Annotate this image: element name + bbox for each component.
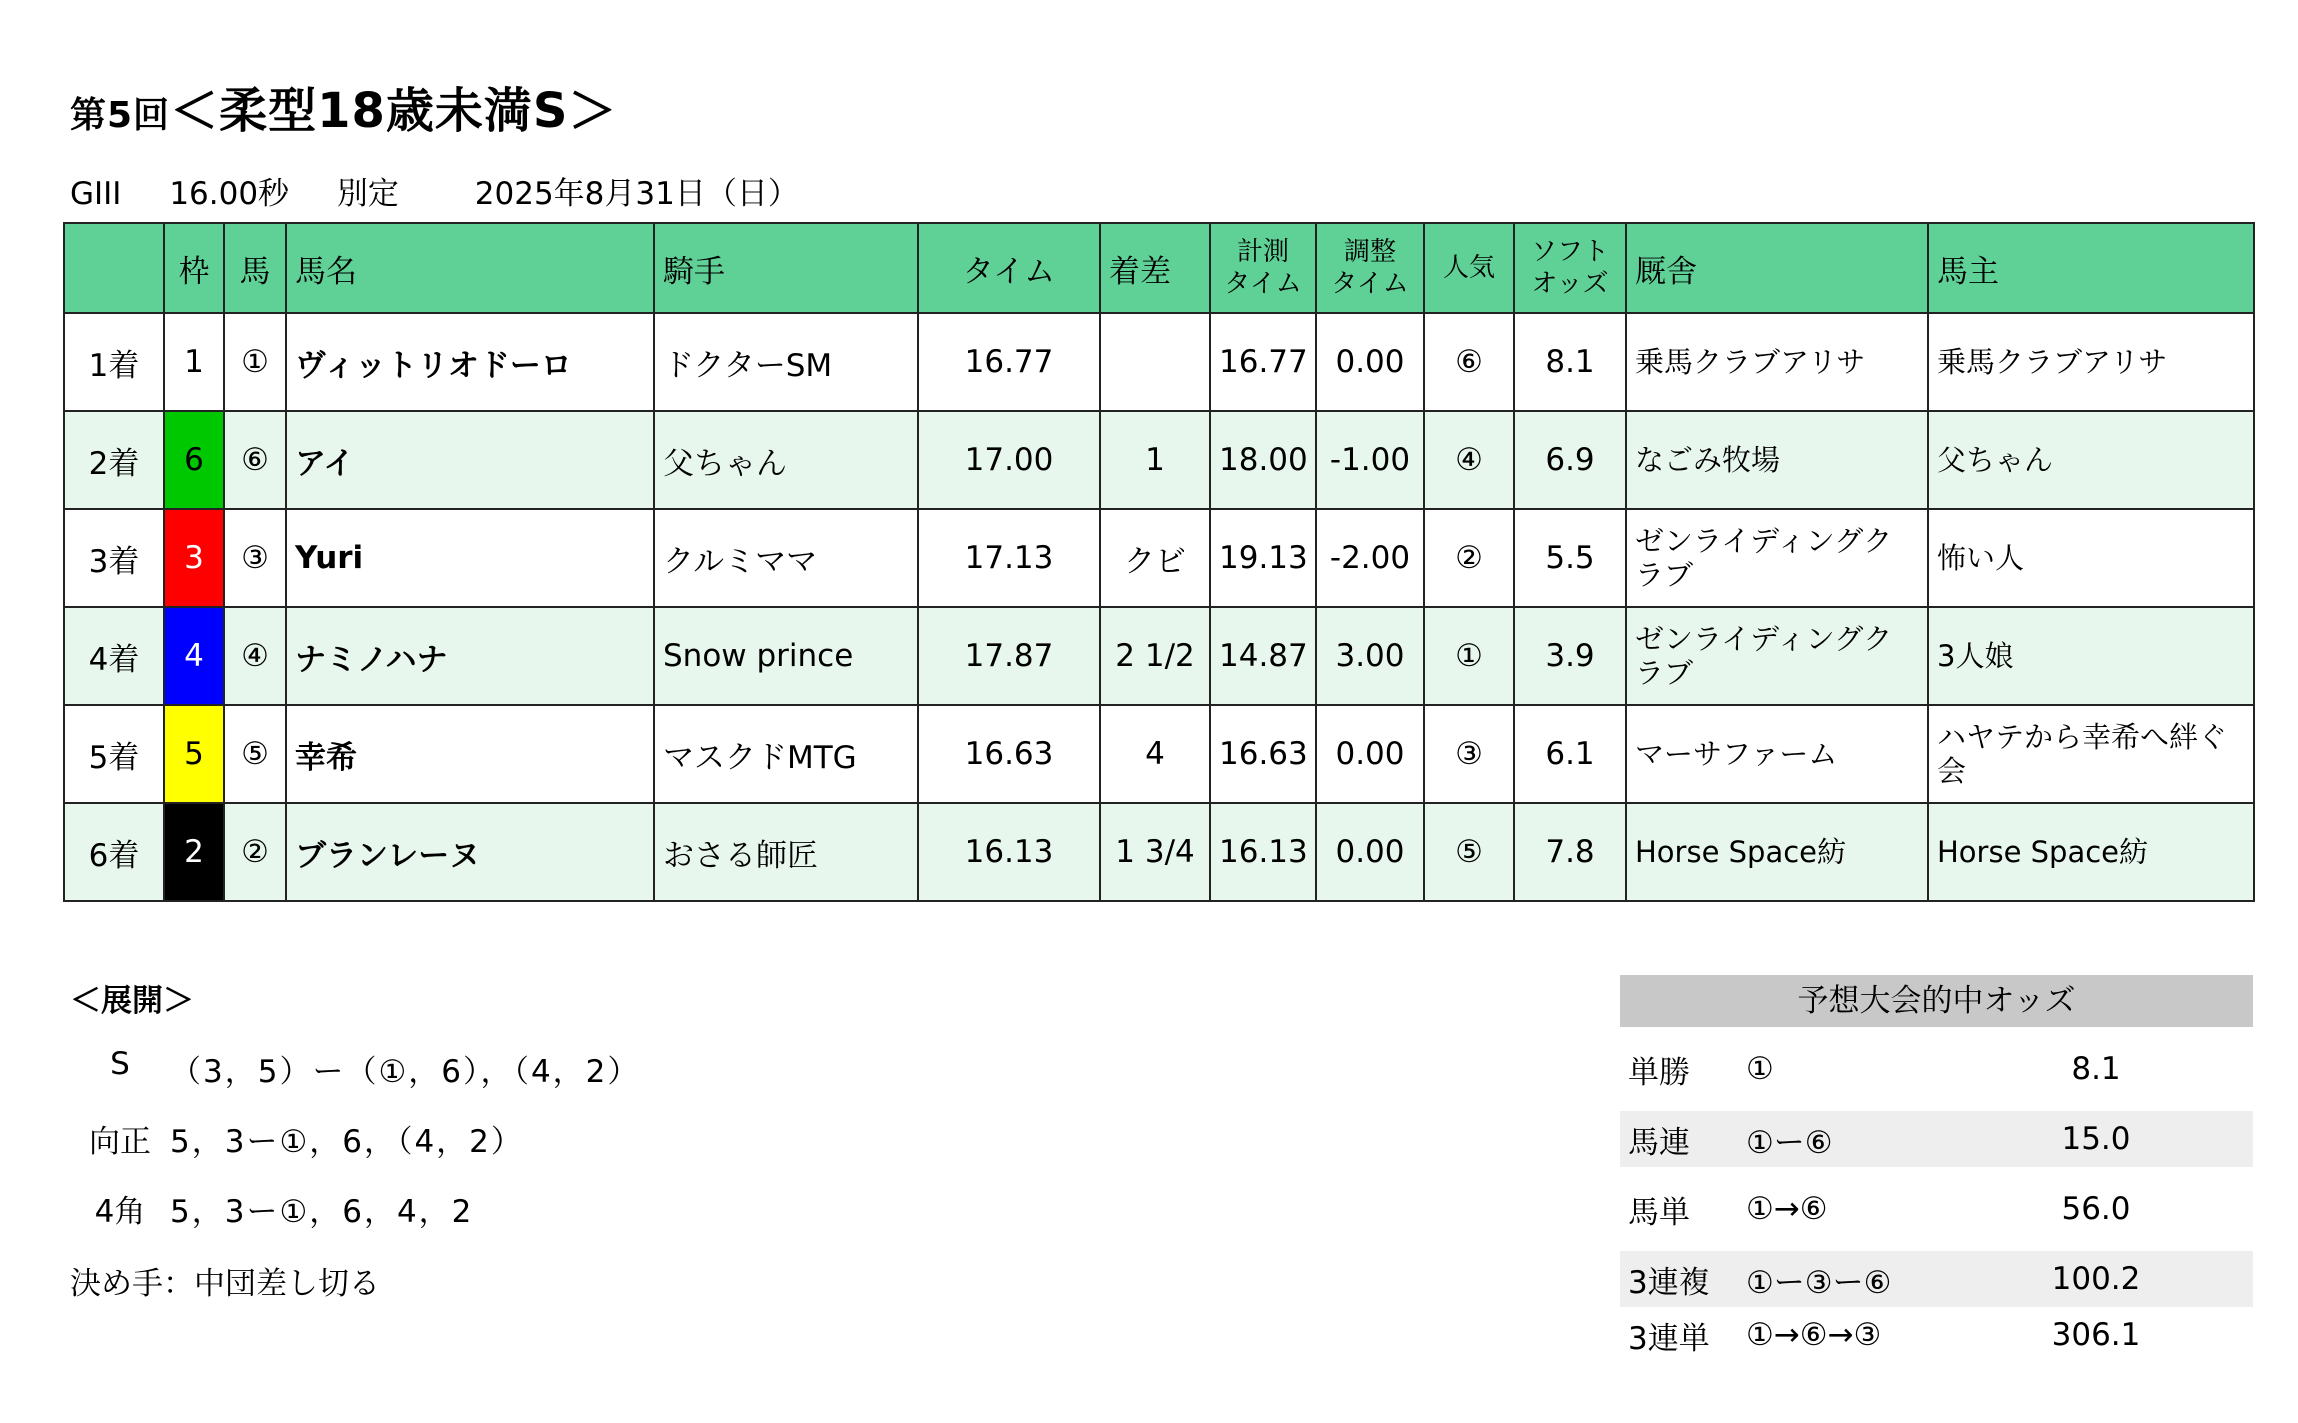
adjusted-time-cell: 0.00 (1316, 313, 1424, 411)
bet-type: 3連単 (1628, 1320, 1710, 1357)
bet-odds: 56.0 (2061, 1191, 2131, 1227)
time-cell: 17.13 (918, 509, 1100, 607)
race-title (70, 72, 617, 141)
col-adjusted-time: 調整 タイム (1316, 223, 1424, 313)
development-line-fourth-corner (70, 1186, 640, 1256)
development-label: 向正 (89, 1124, 151, 1160)
waku-cell: 2 (164, 803, 224, 901)
col-jockey: 騎手 (654, 223, 918, 313)
rank-cell: 6着 (64, 803, 164, 901)
bet-type: 馬連 (1628, 1124, 1690, 1161)
odds-row-trifecta (1620, 1307, 2253, 1363)
stable-cell: マーサファーム (1626, 705, 1928, 803)
race-info (70, 168, 837, 213)
horse-name-cell: ナミノハナ (286, 607, 654, 705)
horse-name-cell: ヴィットリオドーロ (286, 313, 654, 411)
odds-row-quinella (1620, 1111, 2253, 1167)
adjusted-time-cell: -2.00 (1316, 509, 1424, 607)
bet-combo: ①→⑥ (1746, 1191, 1828, 1227)
measured-time-cell: 16.77 (1210, 313, 1316, 411)
horse-number-cell: ④ (224, 607, 286, 705)
measured-time-cell: 18.00 (1210, 411, 1316, 509)
time-cell: 16.13 (918, 803, 1100, 901)
table-row (64, 313, 2254, 411)
owner-cell: Horse Space紡 (1928, 803, 2254, 901)
odds-cell: 8.1 (1514, 313, 1626, 411)
margin-cell: クビ (1100, 509, 1210, 607)
table-row (64, 705, 2254, 803)
race-name: ＜柔型18歳未満S＞ (170, 83, 618, 139)
margin-cell: 1 3/4 (1100, 803, 1210, 901)
time-cell: 16.77 (918, 313, 1100, 411)
margin-cell: 4 (1100, 705, 1210, 803)
bet-odds: 15.0 (2061, 1121, 2131, 1157)
bet-combo: ①→⑥→③ (1746, 1317, 1882, 1353)
horse-number-cell: ⑥ (224, 411, 286, 509)
rank-cell: 3着 (64, 509, 164, 607)
bet-type: 単勝 (1628, 1054, 1690, 1091)
measured-time-cell: 16.63 (1210, 705, 1316, 803)
jockey-cell: マスクドMTG (654, 705, 918, 803)
col-margin: 着差 (1100, 223, 1210, 313)
col-stable: 厩舎 (1626, 223, 1928, 313)
waku-cell: 3 (164, 509, 224, 607)
stable-cell: ゼンライディングクラブ (1626, 607, 1928, 705)
stable-cell: Horse Space紡 (1626, 803, 1928, 901)
jockey-cell: おさる師匠 (654, 803, 918, 901)
jockey-cell: クルミママ (654, 509, 918, 607)
bet-combo: ①ー⑥ (1746, 1124, 1833, 1161)
jockey-cell: ドクターSM (654, 313, 918, 411)
margin-cell (1100, 313, 1210, 411)
odds-heading: 予想大会的中オッズ (1620, 975, 2253, 1027)
stable-cell: ゼンライディングクラブ (1626, 509, 1928, 607)
bet-odds: 8.1 (2071, 1051, 2121, 1087)
prediction-odds-panel (1620, 975, 2253, 1363)
race-grade: GIII (70, 176, 122, 212)
time-cell: 17.00 (918, 411, 1100, 509)
winning-move: 決め手：中団差し切る (70, 1266, 380, 1302)
waku-cell: 4 (164, 607, 224, 705)
results-table (63, 222, 2255, 902)
rank-cell: 2着 (64, 411, 164, 509)
adjusted-time-cell: -1.00 (1316, 411, 1424, 509)
race-development (70, 975, 640, 1303)
adjusted-time-cell: 0.00 (1316, 803, 1424, 901)
odds-row-exacta (1620, 1181, 2253, 1237)
odds-cell: 7.8 (1514, 803, 1626, 901)
development-line-start (70, 1046, 640, 1116)
waku-cell: 6 (164, 411, 224, 509)
measured-time-cell: 19.13 (1210, 509, 1316, 607)
development-value: 5，3ー①，6，4，2 (170, 1194, 474, 1230)
owner-cell: 乗馬クラブアリサ (1928, 313, 2254, 411)
popularity-cell: ⑤ (1424, 803, 1514, 901)
table-row (64, 607, 2254, 705)
development-label: 4角 (94, 1194, 146, 1230)
race-time: 16.00秒 (169, 176, 290, 212)
col-popularity: 人気 (1424, 223, 1514, 313)
bet-type: 馬単 (1628, 1194, 1690, 1231)
race-number: 第5回 (70, 95, 171, 136)
bet-odds: 100.2 (2051, 1261, 2141, 1297)
rank-cell: 4着 (64, 607, 164, 705)
waku-cell: 1 (164, 313, 224, 411)
owner-cell: 父ちゃん (1928, 411, 2254, 509)
odds-cell: 5.5 (1514, 509, 1626, 607)
adjusted-time-cell: 3.00 (1316, 607, 1424, 705)
col-time: タイム (918, 223, 1100, 313)
owner-cell: ハヤテから幸希へ絆ぐ会 (1928, 705, 2254, 803)
col-rank (64, 223, 164, 313)
horse-number-cell: ② (224, 803, 286, 901)
adjusted-time-cell: 0.00 (1316, 705, 1424, 803)
development-heading: ＜展開＞ (70, 983, 194, 1019)
odds-row-trio (1620, 1251, 2253, 1307)
odds-cell: 6.1 (1514, 705, 1626, 803)
rank-cell: 5着 (64, 705, 164, 803)
table-row (64, 411, 2254, 509)
stable-cell: なごみ牧場 (1626, 411, 1928, 509)
horse-number-cell: ⑤ (224, 705, 286, 803)
development-value: （3，5）ー（①，6），（4，2） (170, 1054, 641, 1090)
col-horse-name: 馬名 (286, 223, 654, 313)
horse-name-cell: ブランレーヌ (286, 803, 654, 901)
header-row (64, 223, 2254, 313)
measured-time-cell: 14.87 (1210, 607, 1316, 705)
col-measured-time: 計測 タイム (1210, 223, 1316, 313)
popularity-cell: ② (1424, 509, 1514, 607)
popularity-cell: ③ (1424, 705, 1514, 803)
bet-combo: ①ー③ー⑥ (1746, 1264, 1892, 1301)
horse-name-cell: Yuri (286, 509, 654, 607)
measured-time-cell: 16.13 (1210, 803, 1316, 901)
horse-name-cell: 幸希 (286, 705, 654, 803)
jockey-cell: Snow prince (654, 607, 918, 705)
stable-cell: 乗馬クラブアリサ (1626, 313, 1928, 411)
margin-cell: 2 1/2 (1100, 607, 1210, 705)
time-cell: 16.63 (918, 705, 1100, 803)
horse-number-cell: ③ (224, 509, 286, 607)
popularity-cell: ④ (1424, 411, 1514, 509)
popularity-cell: ⑥ (1424, 313, 1514, 411)
col-owner: 馬主 (1928, 223, 2254, 313)
col-soft-odds: ソフト オッズ (1514, 223, 1626, 313)
owner-cell: 3人娘 (1928, 607, 2254, 705)
odds-row-win (1620, 1041, 2253, 1097)
development-line-backstretch (70, 1116, 640, 1186)
popularity-cell: ① (1424, 607, 1514, 705)
time-cell: 17.87 (918, 607, 1100, 705)
margin-cell: 1 (1100, 411, 1210, 509)
horse-name-cell: アイ (286, 411, 654, 509)
odds-cell: 3.9 (1514, 607, 1626, 705)
col-uma: 馬 (224, 223, 286, 313)
bet-combo: ① (1746, 1051, 1774, 1087)
bet-type: 3連複 (1628, 1264, 1710, 1301)
waku-cell: 5 (164, 705, 224, 803)
table-row (64, 803, 2254, 901)
rank-cell: 1着 (64, 313, 164, 411)
owner-cell: 怖い人 (1928, 509, 2254, 607)
col-waku: 枠 (164, 223, 224, 313)
horse-number-cell: ① (224, 313, 286, 411)
jockey-cell: 父ちゃん (654, 411, 918, 509)
race-date: 2025年8月31日（日） (474, 176, 799, 212)
race-type: 別定 (336, 176, 399, 212)
table-row (64, 509, 2254, 607)
odds-cell: 6.9 (1514, 411, 1626, 509)
development-label: S (110, 1046, 130, 1082)
bet-odds: 306.1 (2051, 1317, 2141, 1353)
development-value: 5，3ー①，6，（4，2） (170, 1124, 524, 1160)
